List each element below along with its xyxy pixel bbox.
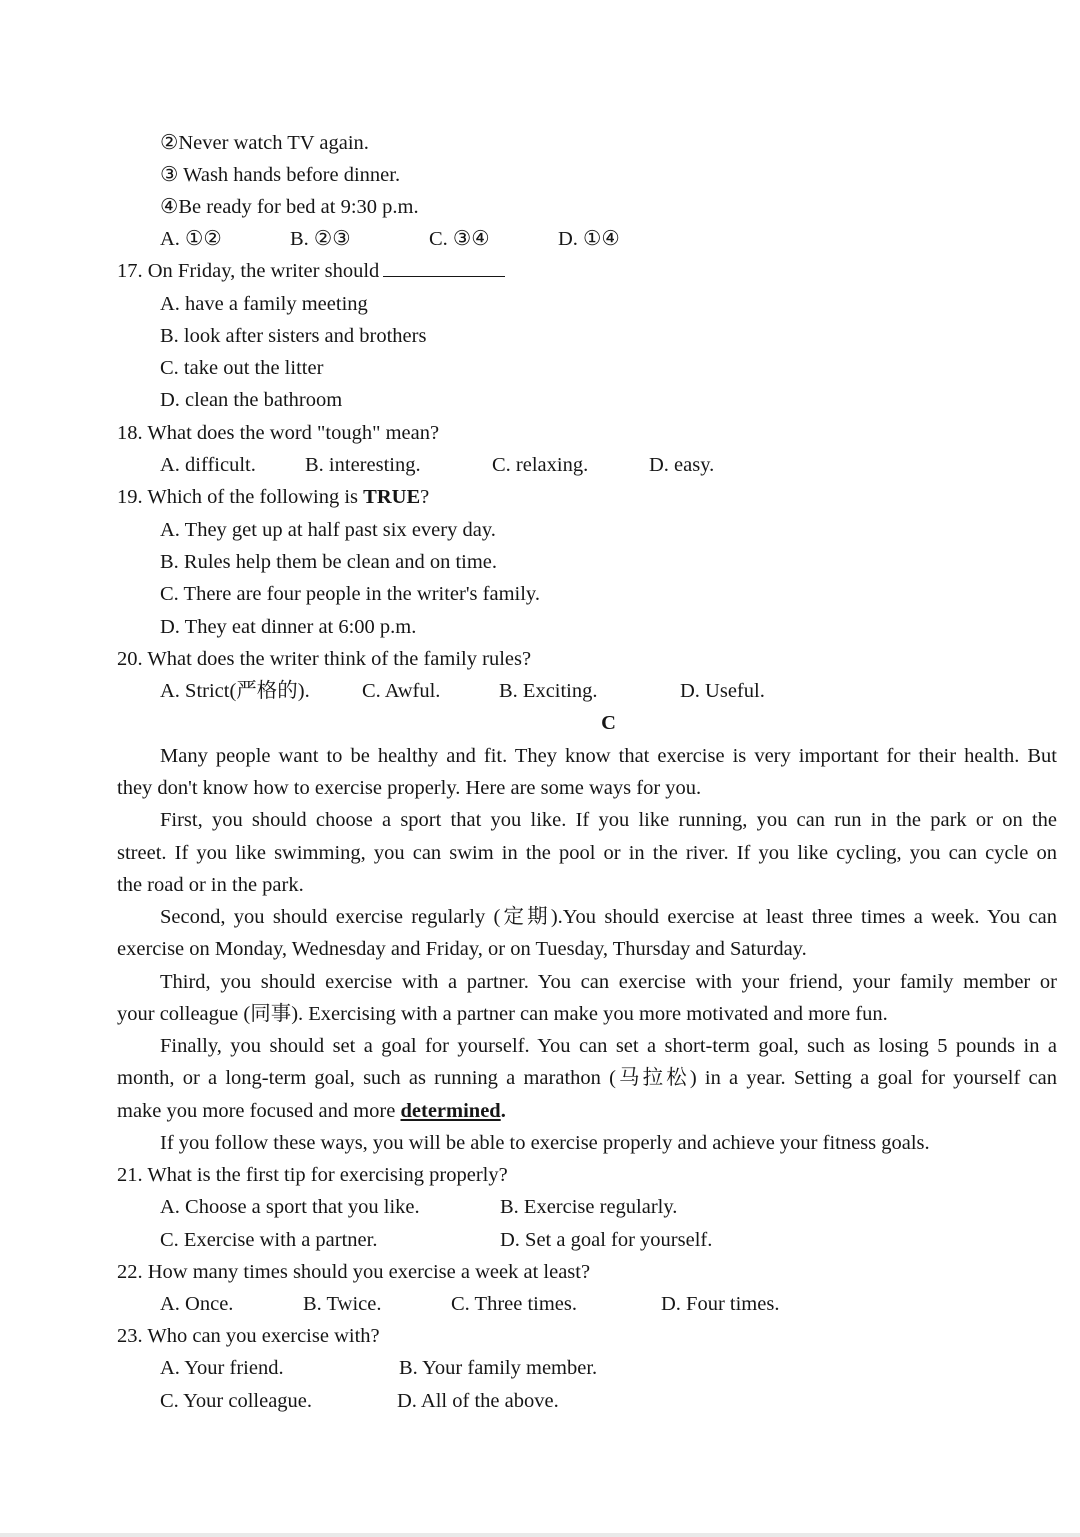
q17-stem — [117, 257, 505, 285]
q17-option-b: B. look after sisters and brothers — [160, 325, 427, 347]
q19-option-b: B. Rules help them be clean and on time. — [160, 551, 498, 573]
passage-line: your colleague (同事). Exercising with a partner can make you more motivated and more fun. — [117, 1003, 888, 1025]
passage-line: If you follow these ways, you will be able to exercise properly and achieve your fitness goals. — [160, 1132, 930, 1154]
passage-line: exercise on Monday, Wednesday and Friday, or on Tuesday, Thursday and Saturday. — [117, 938, 807, 960]
q20-stem: 20. What does the writer think of the family rules? — [117, 648, 532, 670]
q23-option-b: B. Your family member. — [399, 1357, 598, 1379]
q16-item-2: ②Never watch TV again. — [160, 132, 369, 154]
answer-blank — [383, 258, 505, 277]
q23-option-a: A. Your friend. — [160, 1357, 284, 1379]
passage-line: the road or in the park. — [117, 874, 304, 896]
q19-option-a: A. They get up at half past six every day. — [160, 519, 496, 541]
q19-stem-bold: TRUE — [363, 486, 421, 508]
q18-option-d: D. easy. — [649, 454, 715, 476]
q17-stem-text: 17. On Friday, the writer should — [117, 260, 380, 282]
passage-line: they don't know how to exercise properly. Here are some ways for you. — [117, 777, 702, 799]
q18-option-b: B. interesting. — [305, 454, 421, 476]
q18-option-a: A. difficult. — [160, 454, 256, 476]
passage-line: month, or a long-term goal, such as running a marathon (马拉松) in a year. Setting a goal for yourself can — [117, 1067, 1057, 1089]
passage-line: Second, you should exercise regularly (定期).You should exercise at least three times a week. You can — [160, 906, 1057, 928]
q22-option-c: C. Three times. — [451, 1293, 578, 1315]
q21-option-a: A. Choose a sport that you like. — [160, 1196, 420, 1218]
q21-option-c: C. Exercise with a partner. — [160, 1229, 378, 1251]
q21-option-d: D. Set a goal for yourself. — [500, 1229, 713, 1251]
q16-item-4: ④Be ready for bed at 9:30 p.m. — [160, 196, 419, 218]
q23-option-c: C. Your colleague. — [160, 1390, 313, 1412]
q19-option-d: D. They eat dinner at 6:00 p.m. — [160, 616, 417, 638]
passage-line: Finally, you should set a goal for yourself. You can set a short-term goal, such as losing 5 pounds in a — [160, 1035, 1057, 1057]
passage-heading: C — [601, 712, 616, 734]
passage-line: Third, you should exercise with a partner. You can exercise with your friend, your family member or — [160, 971, 1057, 993]
passage-text: make you more focused and more — [117, 1100, 401, 1122]
q20-option-a: A. Strict(严格的). — [160, 680, 310, 702]
q20-option-b: B. Exciting. — [499, 680, 598, 702]
q16-option-d: D. ①④ — [558, 228, 620, 250]
q21-stem: 21. What is the first tip for exercising properly? — [117, 1164, 508, 1186]
passage-text: . — [500, 1100, 506, 1122]
q23-stem: 23. Who can you exercise with? — [117, 1325, 380, 1347]
q18-stem: 18. What does the word "tough" mean? — [117, 422, 440, 444]
q18-option-c: C. relaxing. — [492, 454, 589, 476]
passage-line: First, you should choose a sport that you like. If you like running, you can run in the park or on the — [160, 809, 1057, 831]
passage-line: street. If you like swimming, you can swim in the pool or in the river. If you like cycling, you can cycle on — [117, 842, 1057, 864]
underlined-word: determined — [400, 1100, 501, 1122]
q17-option-a: A. have a family meeting — [160, 293, 368, 315]
q16-option-c: C. ③④ — [429, 228, 490, 250]
q22-option-a: A. Once. — [160, 1293, 234, 1315]
q20-option-c: C. Awful. — [362, 680, 441, 702]
q16-item-3: ③ Wash hands before dinner. — [160, 164, 401, 186]
page-bottom-edge — [0, 1533, 1080, 1537]
passage-line: Many people want to be healthy and fit. They know that exercise is very important for their health. But — [160, 745, 1057, 767]
q22-stem: 22. How many times should you exercise a week at least? — [117, 1261, 591, 1283]
q19-stem-pre: 19. Which of the following is — [117, 486, 364, 508]
q21-option-b: B. Exercise regularly. — [500, 1196, 678, 1218]
q19-option-c: C. There are four people in the writer's family. — [160, 583, 540, 605]
q16-option-a: A. ①② — [160, 228, 222, 250]
q16-option-b: B. ②③ — [290, 228, 351, 250]
q17-option-c: C. take out the litter — [160, 357, 324, 379]
q17-option-d: D. clean the bathroom — [160, 389, 343, 411]
q23-option-d: D. All of the above. — [397, 1390, 559, 1412]
q22-option-b: B. Twice. — [303, 1293, 382, 1315]
q19-stem-post: ? — [420, 486, 430, 508]
q20-option-d: D. Useful. — [680, 680, 765, 702]
q22-option-d: D. Four times. — [661, 1293, 780, 1315]
passage-line — [117, 1097, 506, 1125]
q19-stem — [117, 483, 429, 511]
